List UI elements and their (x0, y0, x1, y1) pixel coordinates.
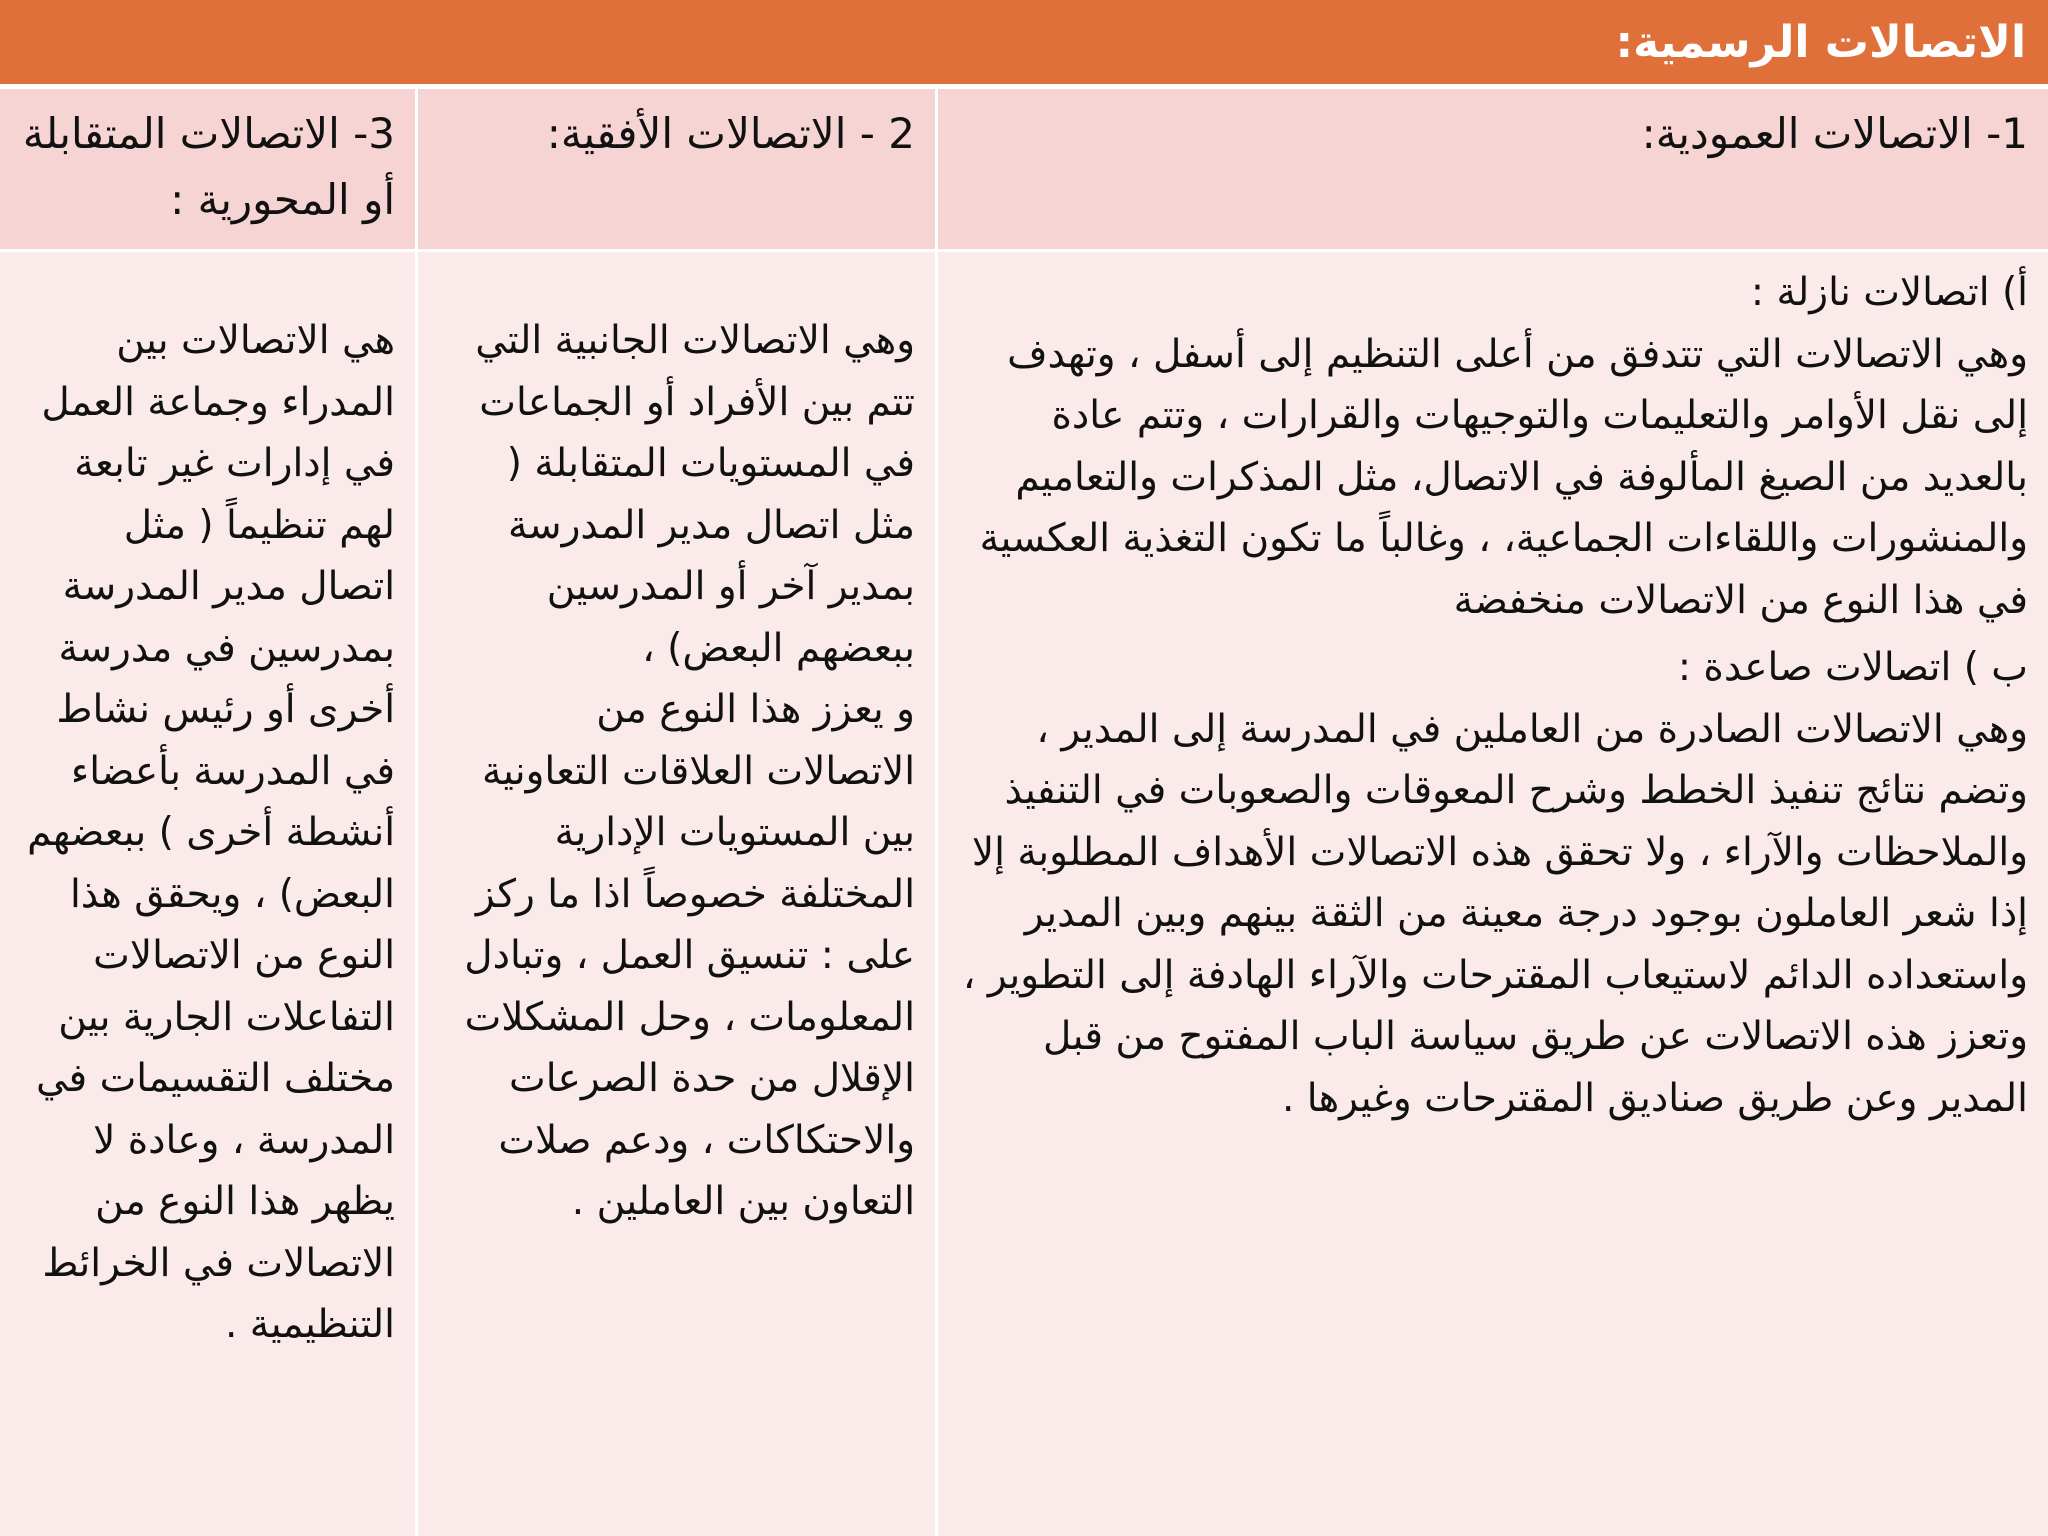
diagonal-paragraph: هي الاتصالات بين المدراء وجماعة العمل في إدارات غير تابعة لهم تنظيماً ( مثل اتصال مدير المدرسة بمدرسين في مدرسة أخرى أو رئيس نشاط في المدرسة بأعضاء أنشطة أخرى ) ببعضهم البعض) ، ويحقق هذا النوع من الاتصالات التفاعلات الجارية بين مختلف التقسيمات في المدرسة ، وعادة لا يظهر هذا النوع من الاتصالات في الخرائط التنظيمية . (27, 318, 396, 1347)
slide-title: الاتصالات الرسمية: (0, 0, 2048, 89)
upward-text: وهي الاتصالات الصادرة من العاملين في المدرسة إلى المدير ، وتضم نتائج تنفيذ الخطط وشرح المعوقات والصعوبات في التنفيذ والملاحظات والآراء ، ولا تحقق هذه الاتصالات الأهداف المطلوبة إلا إذا شعر العاملون بوجود درجة معينة من الثقة بينهم وبين المدير واستعداده الدائم لاستيعاب المقترحات والآراء الهادفة إلى التطوير ، وتعزز هذه الاتصالات عن طريق سياسة الباب المفتوح من قبل المدير وعن طريق صناديق المقترحات وغيرها . (962, 706, 2029, 1121)
header-row (0, 89, 2048, 252)
column-body-vertical (935, 252, 2048, 1536)
horizontal-paragraph-2: و يعزز هذا النوع من الاتصالات العلاقات التعاونية بين المستويات الإدارية المختلفة خصوصاً اذا ما ركز على : تنسيق العمل ، وتبادل المعلومات ، وحل المشكلات الإقلال من حدة الصرعات والاحتكاكات ، ودعم صلات التعاون بين العاملين . (464, 687, 916, 1224)
body-row (0, 252, 2048, 1536)
column-body-diagonal (0, 252, 415, 1536)
column-heading-horizontal: 2 - الاتصالات الأفقية: (415, 89, 935, 252)
column-heading-diagonal: 3- الاتصالات المتقابلة أو المحورية : (0, 89, 415, 252)
downward-label: أ) اتصالات نازلة : (1750, 270, 2029, 315)
column-body-horizontal (415, 252, 935, 1536)
downward-text: وهي الاتصالات التي تتدفق من أعلى التنظيم إلى أسفل ، وتهدف إلى نقل الأوامر والتعليمات والتوجيهات والقرارات ، وتتم عادة بالعديد من الصيغ المألوفة في الاتصال، مثل المذكرات والتعاميم والمنشورات واللقاءات الجماعية، ، وغالباً ما تكون التغذية العكسية في هذا النوع من الاتصالات منخفضة (979, 331, 2029, 623)
column-heading-vertical: 1- الاتصالات العمودية: (935, 89, 2048, 252)
upward-label: ب ) اتصالات صاعدة : (1677, 645, 2029, 690)
horizontal-paragraph-1: وهي الاتصالات الجانبية التي تتم بين الأفراد أو الجماعات في المستويات المتقابلة ( مثل اتصال مدير المدرسة بمدير آخر أو المدرسين ببعضهم البعض) ، (475, 318, 916, 671)
title-row (0, 0, 2048, 89)
